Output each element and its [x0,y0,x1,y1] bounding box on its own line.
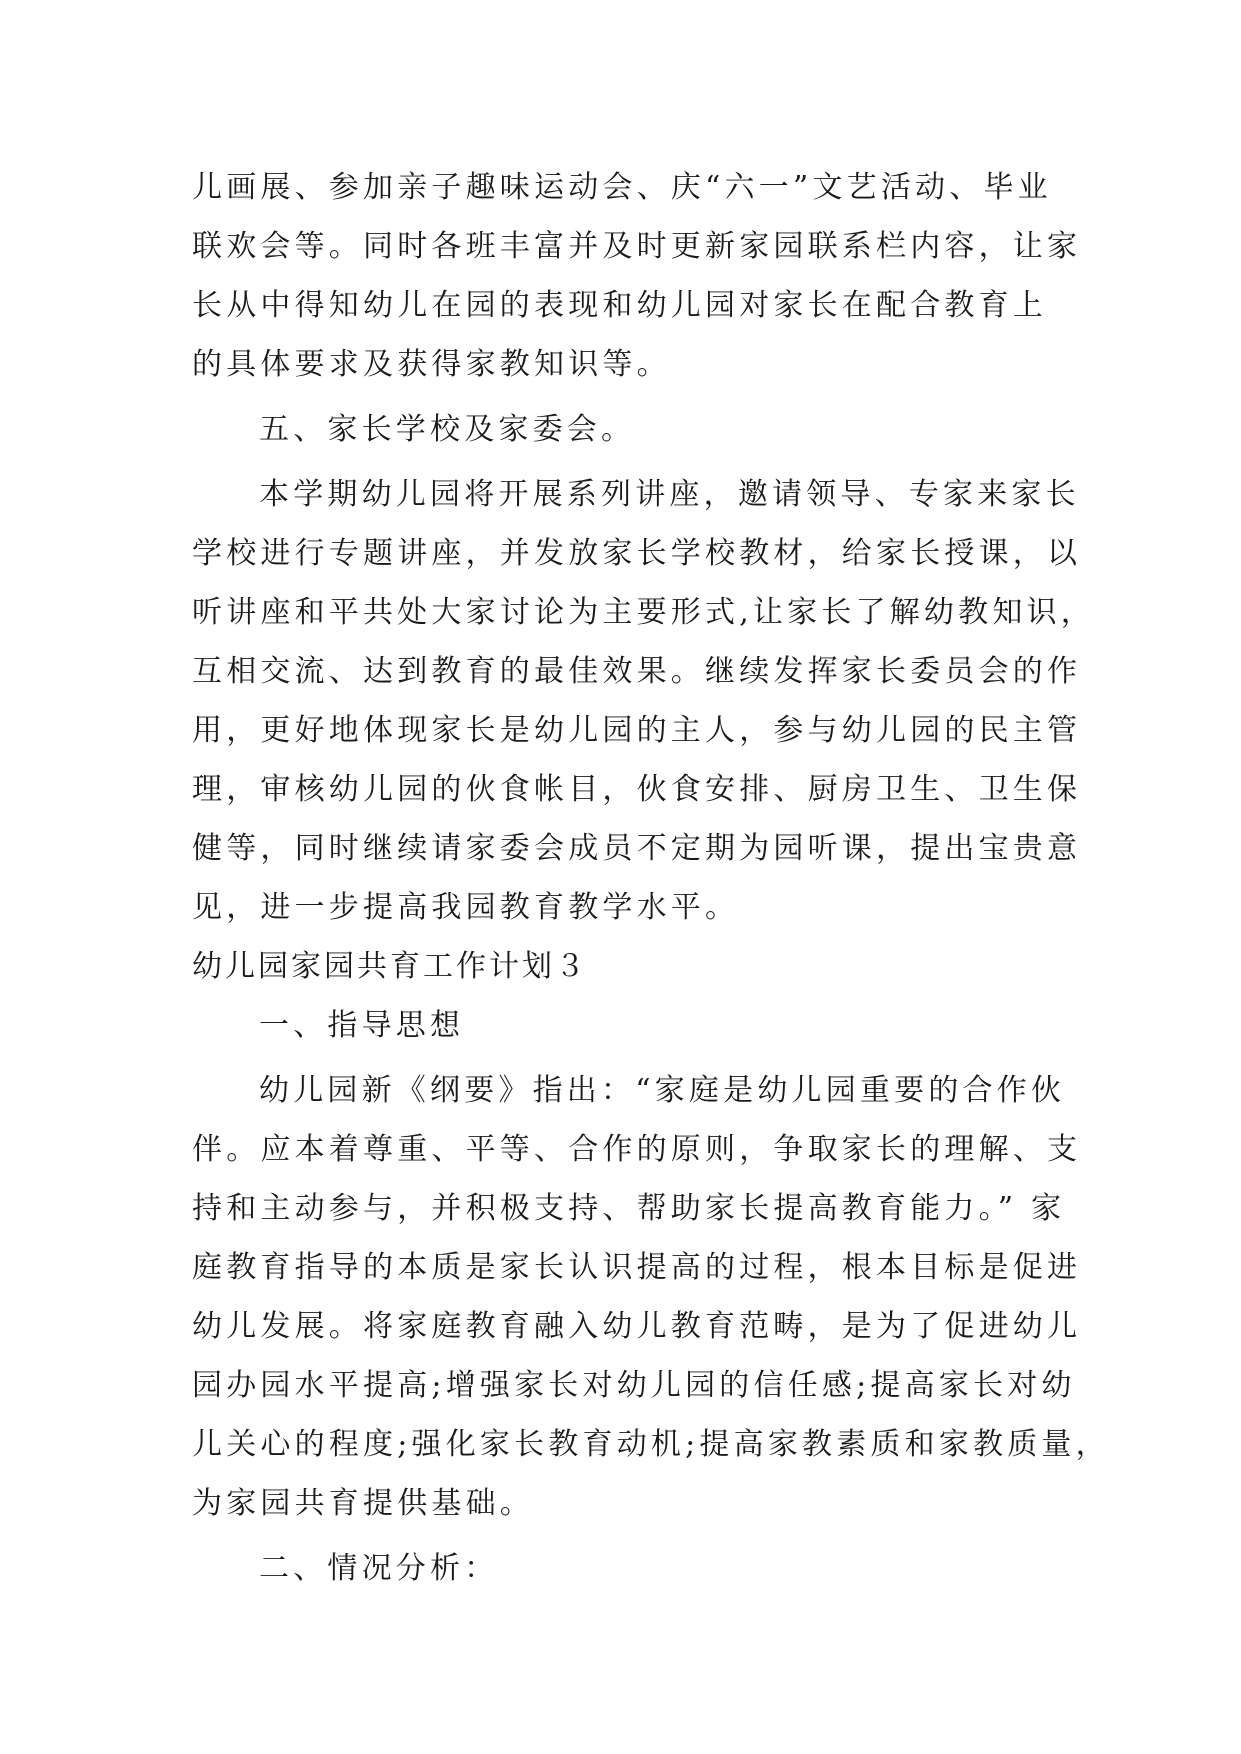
text-line: 见，进一步提高我园教育教学水平。 [192,890,740,925]
text-line: 幼儿园新《纲要》指出：“家庭是幼儿园重要的合作伙 [259,1073,1066,1108]
section-heading-situation-analysis [192,1539,1054,1598]
text-line: 联欢会等。同时各班丰富并及时更新家园联系栏内容，让家 [192,229,1082,264]
section-heading-parent-school [192,400,1054,459]
text-line: 理，审核幼儿园的伙食帐目，伙食安排、厨房卫生、卫生保 [192,772,1082,807]
document-title-plan-3 [192,937,1054,996]
text-line: 为家园共育提供基础。 [192,1486,534,1521]
text-line: 学校进行专题讲座，并发放家长学校教材，给家长授课，以 [192,536,1082,571]
text-line: 儿画展、参加亲子趣味运动会、庆“六一”文艺活动、毕业 [192,170,1052,205]
text-line: 庭教育指导的本质是家长认识提高的过程，根本目标是促进 [192,1250,1082,1285]
section-heading-guiding-ideology [192,996,1054,1055]
text-line: 健等，同时继续请家委会成员不定期为园听课，提出宝贵意 [192,831,1082,866]
paragraph-activities-continued [192,158,1082,394]
text-line: 伴。应本着尊重、平等、合作的原则，争取家长的理解、支 [192,1132,1082,1167]
text-line: 幼儿发展。将家庭教育融入幼儿教育范畴，是为了促进幼儿 [192,1309,1082,1344]
section-heading: 一、指导思想 [259,1008,465,1043]
text-line: 持和主动参与，并积极支持、帮助家长提高教育能力。” 家 [192,1191,1066,1226]
paragraph-guiding-ideology [192,1061,1110,1533]
section-heading: 五、家长学校及家委会。 [259,412,636,447]
text-line: 长从中得知幼儿在园的表现和幼儿园对家长在配合教育上 [192,288,1047,323]
text-line: 互相交流、达到教育的最佳效果。继续发挥家长委员会的作 [192,654,1082,689]
text-line: 园办园水平提高;增强家长对幼儿园的信任感;提高家长对幼 [192,1368,1076,1403]
text-line: 儿关心的程度;强化家长教育动机;提高家教素质和家教质量， [192,1427,1110,1462]
section-heading: 二、情况分析： [259,1551,499,1586]
document-body [192,158,1110,1598]
text-line: 的具体要求及获得家教知识等。 [192,347,671,382]
text-line: 用，更好地体现家长是幼儿园的主人，参与幼儿园的民主管 [192,713,1082,748]
text-line: 本学期幼儿园将开展系列讲座，邀请领导、专家来家长 [259,477,1080,512]
paragraph-parent-school [192,465,1095,937]
plan-title: 幼儿园家园共育工作计划３ [192,949,588,984]
text-line: 听讲座和平共处大家讨论为主要形式,让家长了解幼教知识， [192,595,1095,630]
